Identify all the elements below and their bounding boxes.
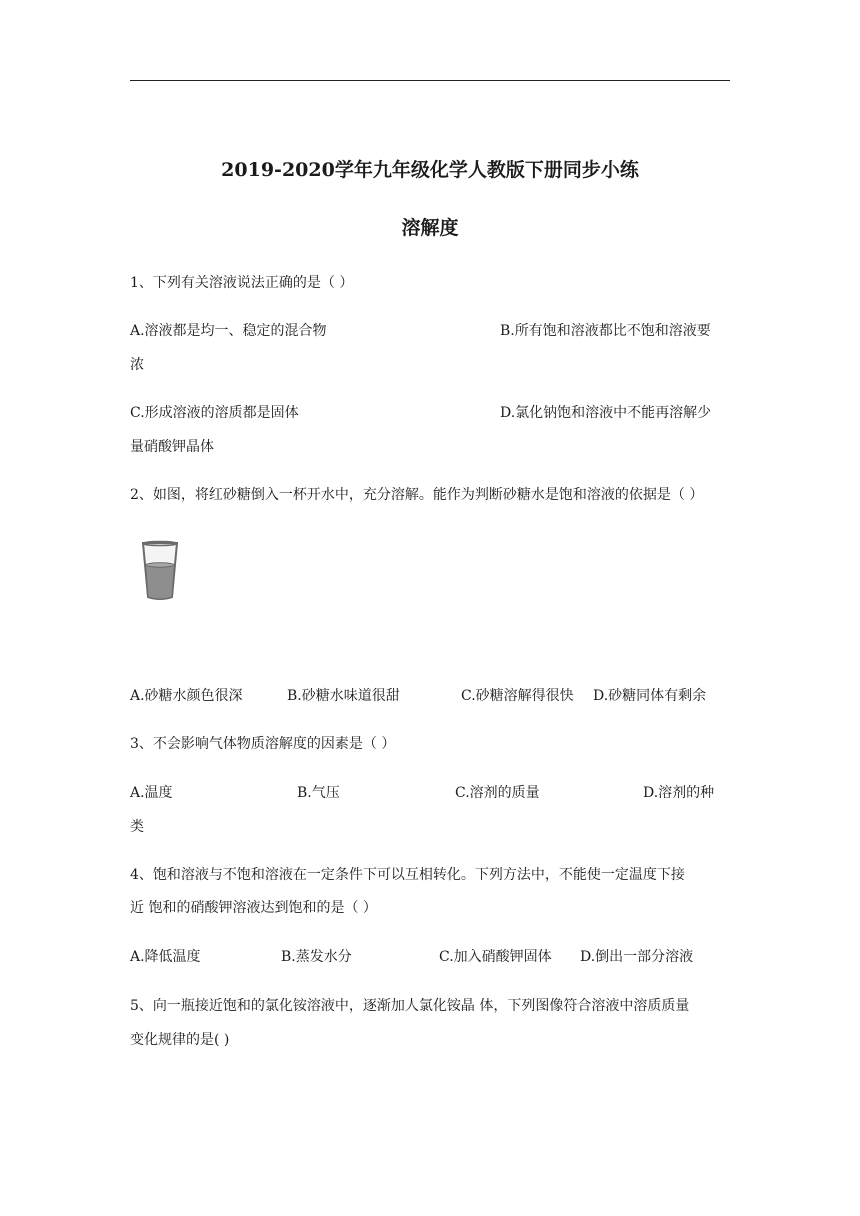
question-4-option-b: B.蒸发水分 (281, 949, 352, 965)
question-4-stem: 4、饱和溶液与不饱和溶液在一定条件下可以互相转化。下列方法中，不能使一定温度下接 (130, 867, 685, 883)
question-1-option-b-cont: 浓 (130, 357, 144, 373)
question-3-option-d-cont: 类 (130, 819, 144, 835)
question-4-option-a: A.降低温度 (130, 949, 201, 965)
document-title: 2019-2020学年九年级化学人教版下册同步小练 (221, 159, 639, 181)
question-2-option-c: C.砂糖溶解得很快 (461, 688, 574, 704)
question-2-option-a: A.砂糖水颜色很深 (130, 688, 243, 704)
question-1-stem: 1、下列有关溶液说法正确的是（ ） (130, 275, 354, 291)
question-1-option-d: D.氯化钠饱和溶液中不能再溶解少 (500, 405, 712, 421)
question-1-option-b: B.所有饱和溶液都比不饱和溶液要 (500, 323, 711, 339)
question-4-option-c: C.加入硝酸钾固体 (439, 949, 552, 965)
question-3-option-c: C.溶剂的质量 (455, 785, 540, 801)
question-1-option-d-cont: 量硝酸钾晶体 (130, 439, 214, 455)
beaker-illustration (140, 540, 180, 602)
document-subtitle: 溶解度 (401, 217, 459, 239)
question-2-stem: 2、如图，将红砂糖倒入一杯开水中，充分溶解。能作为判断砂糖水是饱和溶液的依据是（ ） (130, 487, 704, 503)
question-3-option-a: A.温度 (130, 785, 173, 801)
question-1-option-a: A.溶液都是均一、稳定的混合物 (130, 323, 327, 339)
header-rule (130, 80, 730, 81)
question-5-stem: 5、向一瓶接近饱和的氯化铵溶液中，逐渐加人氯化铵晶 体，下列图像符合溶液中溶质质量 (130, 998, 690, 1014)
question-2-option-b: B.砂糖水味道很甜 (287, 688, 400, 704)
question-5-stem-cont: 变化规律的是( ) (130, 1032, 230, 1048)
question-3-stem: 3、不会影响气体物质溶解度的因素是（ ） (130, 736, 396, 752)
question-2-option-d: D.砂糖同体有剩余 (593, 688, 707, 704)
question-4-stem-cont: 近 饱和的硝酸钾溶液达到饱和的是（ ） (130, 900, 377, 916)
question-4-option-d: D.倒出一部分溶液 (580, 949, 694, 965)
question-3-option-d: D.溶剂的种 (643, 785, 715, 801)
question-1-option-c: C.形成溶液的溶质都是固体 (130, 405, 299, 421)
question-3-option-b: B.气压 (297, 785, 340, 801)
